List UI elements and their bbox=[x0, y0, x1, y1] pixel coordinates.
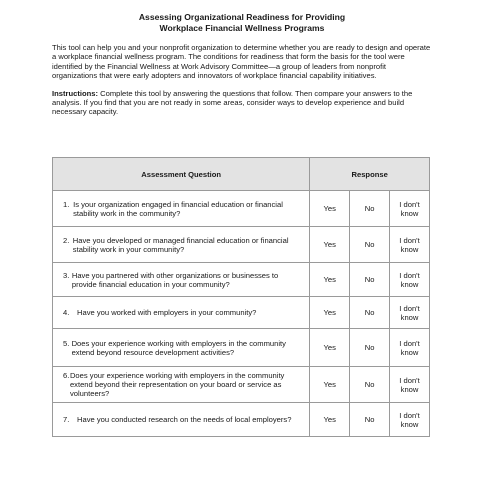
response-no[interactable]: No bbox=[350, 329, 390, 367]
question-cell bbox=[53, 329, 310, 367]
question-number: 4. bbox=[63, 308, 70, 317]
intro-paragraph: This tool can help you and your nonprofit organization to determine whether you are ready to design and operate a workplace financial wellness program. The conditions for readiness that form the basis for the tool were identified by the Financial Wellness at Work Advisory Committee—a group of leaders from nonprofit organizations that were early adopters and innovators of workplace financial capability initiatives. bbox=[52, 43, 431, 81]
response-dont-know[interactable]: I don't know bbox=[390, 297, 430, 329]
document-page bbox=[52, 12, 432, 117]
response-no[interactable]: No bbox=[350, 403, 390, 437]
table-header-row bbox=[53, 158, 430, 191]
response-yes[interactable]: Yes bbox=[310, 191, 350, 227]
instructions-label: Instructions: bbox=[52, 88, 98, 98]
table-row bbox=[53, 191, 430, 227]
question-text: Does your experience working with employers in the community extend beyond resource development activities? bbox=[71, 338, 286, 357]
table-row bbox=[53, 297, 430, 329]
response-no[interactable]: No bbox=[350, 297, 390, 329]
response-dont-know[interactable]: I don't know bbox=[390, 403, 430, 437]
table-row bbox=[53, 263, 430, 297]
question-number: 2. bbox=[63, 235, 70, 245]
question-number: 1. bbox=[63, 199, 70, 209]
question-number: 5. bbox=[63, 338, 70, 348]
response-yes[interactable]: Yes bbox=[310, 329, 350, 367]
question-text: Is your organization engaged in financial education or financial stability work in the community? bbox=[73, 199, 283, 218]
question-text: Does your experience working with employers in the community extend beyond their representation on your board or service as volunteers? bbox=[69, 371, 285, 398]
question-text: Have you partnered with other organizations or businesses to provide financial education in your community? bbox=[71, 270, 279, 289]
response-dont-know[interactable]: I don't know bbox=[390, 191, 430, 227]
table-row bbox=[53, 227, 430, 263]
question-cell bbox=[53, 227, 310, 263]
assessment-table bbox=[52, 157, 430, 437]
response-dont-know[interactable]: I don't know bbox=[390, 263, 430, 297]
table-row bbox=[53, 403, 430, 437]
question-number: 6. bbox=[63, 371, 70, 380]
response-dont-know[interactable]: I don't know bbox=[390, 227, 430, 263]
document-title-line1: Assessing Organizational Readiness for Providing bbox=[138, 12, 346, 22]
response-no[interactable]: No bbox=[350, 263, 390, 297]
table-row bbox=[53, 367, 430, 403]
question-text: Have you developed or managed financial education or financial stability work in your community? bbox=[72, 235, 289, 254]
response-yes[interactable]: Yes bbox=[310, 263, 350, 297]
response-no[interactable]: No bbox=[350, 191, 390, 227]
header-assessment-question: Assessment Question bbox=[53, 158, 310, 191]
response-no[interactable]: No bbox=[350, 227, 390, 263]
instructions-paragraph bbox=[52, 89, 432, 117]
response-no[interactable]: No bbox=[350, 367, 390, 403]
question-cell bbox=[53, 191, 310, 227]
response-yes[interactable]: Yes bbox=[310, 227, 350, 263]
question-number: 3. bbox=[63, 270, 70, 280]
question-cell bbox=[53, 403, 310, 437]
response-dont-know[interactable]: I don't know bbox=[390, 367, 430, 403]
table-body bbox=[53, 191, 430, 437]
response-dont-know[interactable]: I don't know bbox=[390, 329, 430, 367]
header-response: Response bbox=[310, 158, 430, 191]
question-text: Have you conducted research on the needs of local employers? bbox=[77, 415, 292, 424]
response-yes[interactable]: Yes bbox=[310, 367, 350, 403]
question-cell bbox=[53, 263, 310, 297]
response-yes[interactable]: Yes bbox=[310, 297, 350, 329]
response-yes[interactable]: Yes bbox=[310, 403, 350, 437]
document-title-line2: Workplace Financial Wellness Programs bbox=[159, 23, 325, 33]
question-text: Have you worked with employers in your community? bbox=[77, 308, 257, 317]
table-row bbox=[53, 329, 430, 367]
question-cell bbox=[53, 367, 310, 403]
question-number: 7. bbox=[63, 415, 70, 424]
question-cell bbox=[53, 297, 310, 329]
instructions-text: Complete this tool by answering the questions that follow. Then compare your answers to the analysis. If you find that you are not ready in some areas, consider ways to develop experience and build necessary capacity. bbox=[52, 88, 413, 117]
